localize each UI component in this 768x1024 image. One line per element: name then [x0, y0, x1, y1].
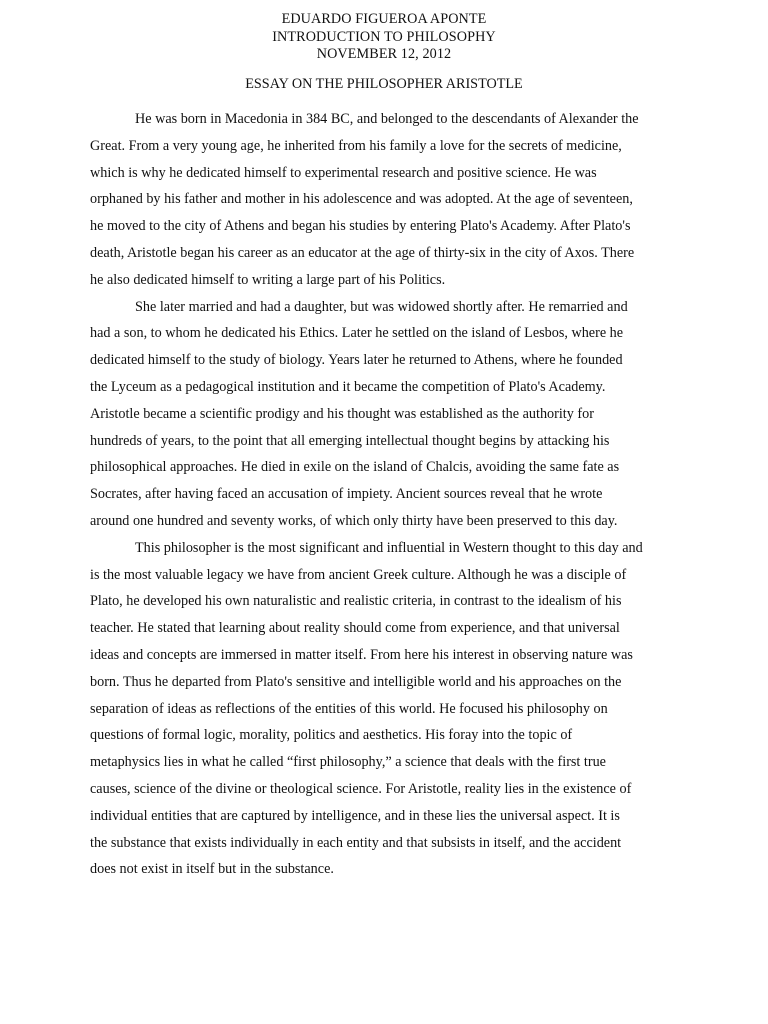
paragraph-2	[90, 294, 680, 535]
text-line: individual entities that are captured by intelligence, and in these lies the universal aspect. It is	[90, 807, 620, 824]
text-line: death, Aristotle began his career as an educator at the age of thirty-six in the city of Axos. There	[90, 244, 635, 261]
text-line: teacher. He stated that learning about reality should come from experience, and that universal	[90, 620, 620, 637]
text-line: orphaned by his father and mother in his adolescence and was adopted. At the age of seventeen,	[90, 191, 633, 208]
text-line: he also dedicated himself to writing a large part of his Politics.	[90, 271, 446, 288]
text-line: questions of formal logic, morality, politics and aesthetics. His foray into the topic of	[90, 727, 573, 744]
text-line: He was born in Macedonia in 384 BC, and belonged to the descendants of Alexander the	[135, 111, 639, 127]
text-line: Aristotle became a scientific prodigy and his thought was established as the authority for	[90, 405, 594, 422]
text-line: Socrates, after having faced an accusation of impiety. Ancient sources reveal that he wrote	[90, 486, 603, 503]
text-line: which is why he dedicated himself to experimental research and positive science. He was	[90, 164, 597, 181]
essay-title: ESSAY ON THE PHILOSOPHER ARISTOTLE	[245, 76, 523, 92]
text-line: metaphysics lies in what he called “first philosophy,” a science that deals with the first true	[90, 754, 606, 771]
text-line: This philosopher is the most significant and influential in Western thought to this day and	[135, 539, 643, 556]
text-line: Plato, he developed his own naturalistic and realistic criteria, in contrast to the idealism of his	[90, 593, 622, 610]
text-line: the substance that exists individually in each entity and that subsists in itself, and the accident	[90, 834, 622, 851]
text-line: She later married and had a daughter, but was widowed shortly after. He remarried and	[135, 298, 628, 315]
text-line: had a son, to whom he dedicated his Ethics. Later he settled on the island of Lesbos, where he	[90, 325, 624, 342]
paragraph-3	[90, 535, 680, 883]
text-line: causes, science of the divine or theological science. For Aristotle, reality lies in the existence of	[90, 780, 632, 797]
text-line: separation of ideas as reflections of the entities of this world. He focused his philosophy on	[90, 700, 608, 717]
text-line: he moved to the city of Athens and began his studies by entering Plato's Academy. After Plato's	[90, 218, 631, 235]
essay-body	[90, 106, 680, 883]
text-line: is the most valuable legacy we have from ancient Greek culture. Although he was a disciple of	[90, 566, 627, 583]
text-line: Great. From a very young age, he inherited from his family a love for the secrets of medicine,	[90, 137, 622, 154]
document-date: NOVEMBER 12, 2012	[316, 46, 452, 63]
text-line: hundreds of years, to the point that all emerging intellectual thought begins by attacking his	[90, 432, 610, 449]
text-line: dedicated himself to the study of biology. Years later he returned to Athens, where he founded	[90, 352, 623, 369]
course-name: INTRODUCTION TO PHILOSOPHY	[272, 28, 496, 45]
text-line: the Lyceum as a pedagogical institution and it became the competition of Plato's Academy.	[90, 378, 606, 395]
text-line: philosophical approaches. He died in exile on the island of Chalcis, avoiding the same fate as	[90, 459, 620, 476]
paragraph-1	[90, 106, 680, 294]
author-name: EDUARDO FIGUEROA APONTE	[281, 11, 487, 27]
text-line: around one hundred and seventy works, of which only thirty have been preserved to this day.	[90, 512, 618, 529]
text-line: ideas and concepts are immersed in matter itself. From here his interest in observing nature was	[90, 646, 633, 663]
text-line: born. Thus he departed from Plato's sensitive and intelligible world and his approaches on the	[90, 673, 622, 690]
document-header	[0, 11, 768, 64]
text-line: does not exist in itself but in the substance.	[90, 861, 334, 878]
